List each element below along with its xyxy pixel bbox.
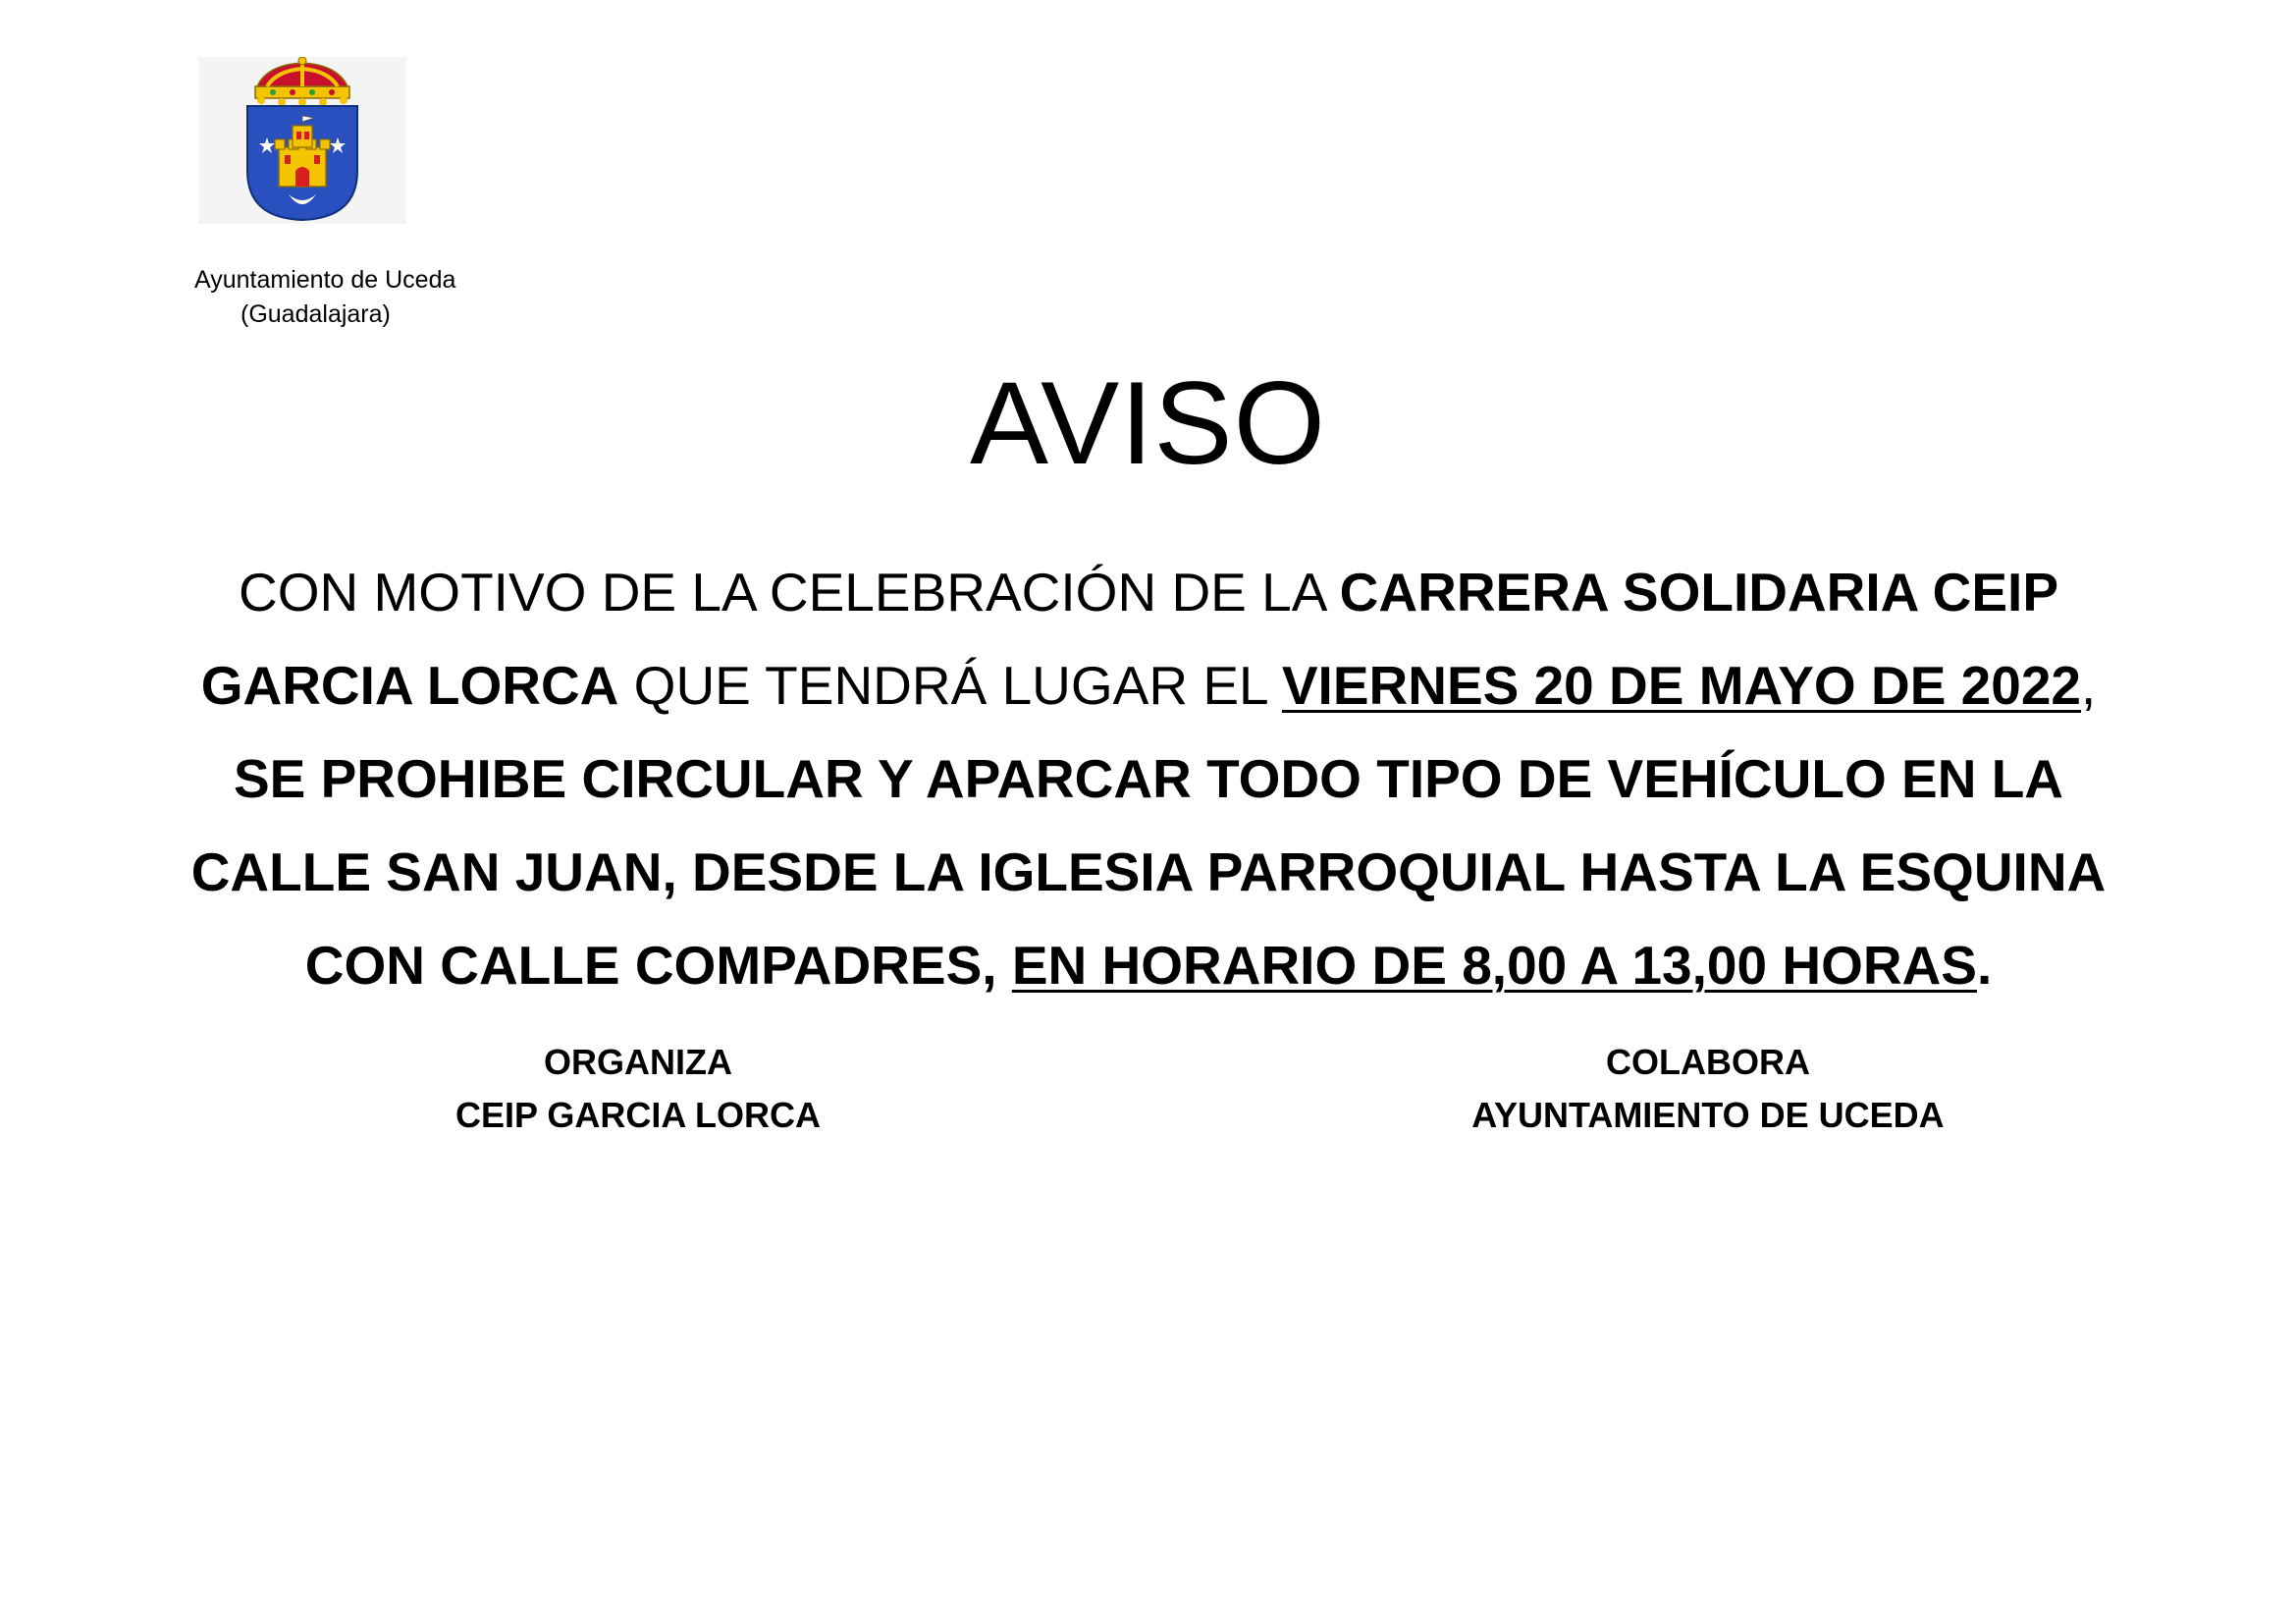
issuer-block — [187, 263, 510, 332]
body-text: CON MOTIVO DE LA CELEBRACIÓN DE LA — [238, 562, 1340, 623]
issuer-name: Ayuntamiento de Uceda — [194, 266, 456, 294]
schedule: EN HORARIO DE 8,00 A 13,00 HORAS — [1011, 935, 1977, 996]
event-name: CARRERA SOLIDARIA CEIP — [1339, 562, 2059, 623]
notice-title: AVISO — [970, 357, 1326, 489]
body-line-4: CALLE SAN JUAN, DESDE LA IGLESIA PARROQUIAL HASTA LA ESQUINA — [190, 841, 2107, 902]
body-line-2 — [167, 639, 2130, 732]
collaborator-name: AYUNTAMIENTO DE UCEDA — [1471, 1095, 1945, 1135]
municipal-crest — [198, 57, 406, 224]
collaborator-role: COLABORA — [1606, 1042, 1810, 1082]
body-line-5 — [167, 919, 2130, 1012]
crown-icon — [255, 57, 349, 106]
notice-body — [167, 546, 2130, 1012]
body-line-3: SE PROHIBE CIRCULAR Y APARCAR TODO TIPO DE VEHÍCULO EN LA — [233, 748, 2064, 809]
body-line-1 — [167, 546, 2130, 639]
organizer-role: ORGANIZA — [544, 1042, 732, 1082]
organizer-name: CEIP GARCIA LORCA — [454, 1095, 822, 1135]
organizer-block — [432, 1036, 844, 1142]
punctuation: . — [1976, 935, 1993, 996]
body-text: QUE TENDRÁ LUGAR EL — [618, 655, 1282, 716]
event-name-cont: GARCIA LORCA — [200, 655, 619, 716]
punctuation: , — [2081, 655, 2097, 716]
street-text: CON CALLE COMPADRES, — [304, 935, 1012, 996]
issuer-province: (Guadalajara) — [240, 300, 391, 328]
collaborator-block — [1433, 1036, 1983, 1142]
coat-of-arms-icon — [198, 57, 406, 224]
event-date: VIERNES 20 DE MAYO DE 2022 — [1281, 655, 2082, 716]
